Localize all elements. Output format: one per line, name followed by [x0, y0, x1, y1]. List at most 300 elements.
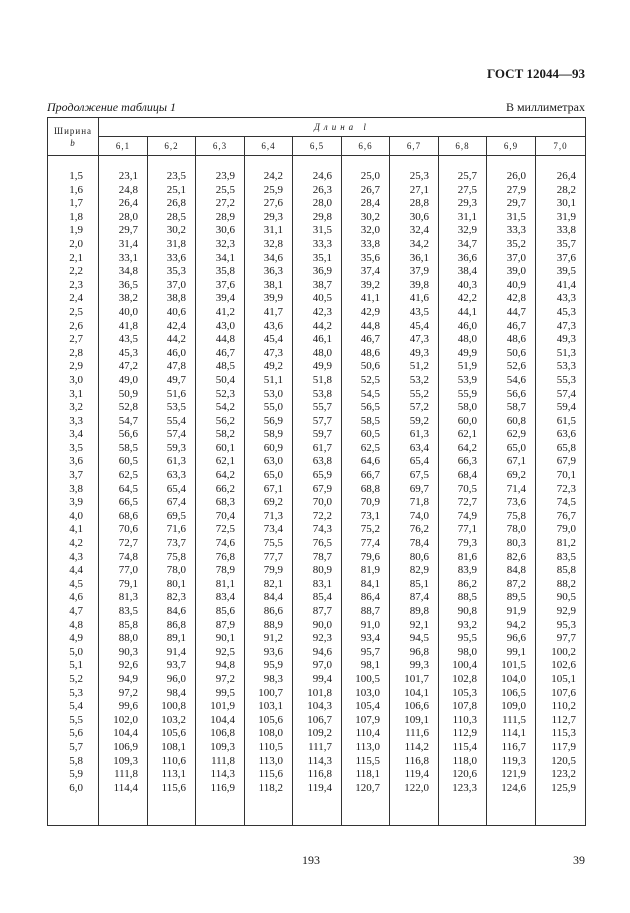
- table-cell: 65,0: [263, 469, 283, 482]
- table-cell: 58,2: [215, 428, 235, 441]
- table-cell: 55,0: [263, 401, 283, 414]
- table-cell: 34,8: [118, 265, 138, 278]
- table-cell: 56,2: [215, 414, 235, 427]
- table-cell: 42,4: [166, 319, 186, 332]
- table-cell: 48,5: [215, 360, 235, 373]
- table-cell: 104,3: [307, 700, 332, 713]
- table-cell: 123,3: [452, 781, 477, 794]
- table-cell: 67,9: [556, 455, 576, 468]
- table-cell: 74,3: [312, 523, 332, 536]
- table-cell: 115,4: [452, 740, 477, 753]
- table-cell: 33,3: [506, 224, 526, 237]
- length-column-header: 6,3: [196, 137, 245, 156]
- table-cell: 111,7: [308, 740, 332, 753]
- table-cell: 33,6: [166, 251, 186, 264]
- table-cell: 51,9: [457, 360, 477, 373]
- length-column-header: 7,0: [536, 137, 586, 156]
- table-cell: 114,3: [307, 754, 332, 767]
- table-cell: 48,6: [360, 346, 380, 359]
- width-value: 4,3: [69, 550, 83, 563]
- table-cell: 92,3: [312, 632, 332, 645]
- table-cell: 122,0: [404, 781, 429, 794]
- table-cell: 67,9: [312, 482, 332, 495]
- table-cell: 120,6: [452, 768, 477, 781]
- table-cell: 49,9: [457, 346, 477, 359]
- table-cell: 100,7: [258, 686, 283, 699]
- table-cell: 86,2: [457, 577, 477, 590]
- table-cell: 96,8: [409, 645, 429, 658]
- table-cell: 53,9: [457, 373, 477, 386]
- table-cell: 123,2: [551, 768, 576, 781]
- table-cell: 41,8: [118, 319, 138, 332]
- table-cell: 26,8: [166, 197, 186, 210]
- table-cell: 78,4: [409, 537, 429, 550]
- width-value: 5,5: [69, 713, 83, 726]
- table-cell: 36,3: [263, 265, 283, 278]
- table-cell: 84,6: [166, 605, 186, 617]
- table-cell: 52,5: [360, 373, 380, 386]
- table-cell: 99,4: [312, 672, 332, 685]
- table-cell: 47,3: [409, 333, 429, 346]
- table-cell: 71,8: [409, 496, 429, 509]
- table-cell: 63,3: [166, 469, 186, 482]
- width-value: 5,0: [69, 645, 83, 658]
- table-bottom-cell: [293, 795, 342, 826]
- table-cell: 88,7: [360, 605, 380, 617]
- value-column: [439, 156, 487, 796]
- table-cell: 35,6: [360, 251, 380, 264]
- table-cell: 79,6: [360, 550, 380, 563]
- table-bottom-cell: [196, 795, 245, 826]
- table-cell: 41,7: [263, 305, 283, 318]
- table-cell: 48,0: [457, 333, 477, 346]
- table-cell: 95,3: [556, 618, 576, 631]
- width-value: 1,6: [69, 183, 83, 196]
- table-cell: 61,3: [409, 428, 429, 441]
- table-cell: 36,5: [118, 278, 138, 291]
- table-cell: 80,6: [409, 550, 429, 563]
- table-cell: 49,9: [312, 360, 332, 373]
- table-cell: 63,0: [263, 455, 283, 468]
- table-cell: 74,6: [215, 537, 235, 550]
- table-bottom-cell: [245, 795, 293, 826]
- table-cell: 68,6: [118, 509, 138, 522]
- table-cell: 85,1: [409, 577, 429, 590]
- table-cell: 93,4: [360, 632, 380, 645]
- table-cell: 43,6: [263, 319, 283, 332]
- table-cell: 107,9: [355, 713, 380, 726]
- table-cell: 26,0: [506, 170, 526, 182]
- table-cell: 55,4: [166, 414, 186, 427]
- table-cell: 36,1: [409, 251, 429, 264]
- table-cell: 113,0: [258, 754, 283, 767]
- table-cell: 73,1: [360, 509, 380, 522]
- table-cell: 32,8: [263, 237, 283, 250]
- table-cell: 72,5: [215, 523, 235, 536]
- table-cell: 35,7: [556, 237, 576, 250]
- table-cell: 89,8: [409, 605, 429, 617]
- width-value: 2,6: [69, 319, 83, 332]
- table-cell: 100,4: [452, 659, 477, 672]
- table-cell: 24,2: [263, 170, 283, 182]
- table-cell: 85,6: [215, 605, 235, 617]
- table-cell: 25,1: [166, 183, 186, 196]
- table-cell: 57,4: [166, 428, 186, 441]
- table-cell: 44,2: [166, 333, 186, 346]
- table-cell: 56,6: [118, 428, 138, 441]
- table-cell: 47,8: [166, 360, 186, 373]
- width-value: 3,5: [69, 441, 83, 454]
- table-cell: 86,4: [360, 591, 380, 604]
- table-cell: 30,2: [166, 224, 186, 237]
- table-cell: 111,6: [405, 727, 429, 740]
- table-cell: 27,9: [506, 183, 526, 196]
- table-cell: 70,5: [457, 482, 477, 495]
- table-cell: 31,8: [166, 237, 186, 250]
- page-number-right: 39: [573, 853, 585, 867]
- table-cell: 121,9: [501, 768, 526, 781]
- table-cell: 54,5: [360, 387, 380, 400]
- table-cell: 40,5: [312, 292, 332, 305]
- width-value: 6,0: [69, 781, 83, 794]
- units-caption: В миллиметрах: [505, 100, 585, 114]
- table-cell: 53,2: [409, 373, 429, 386]
- table-cell: 44,2: [312, 319, 332, 332]
- table-cell: 37,0: [506, 251, 526, 264]
- table-cell: 125,9: [551, 781, 576, 794]
- table-cell: 78,7: [312, 550, 332, 563]
- table-cell: 100,5: [355, 672, 380, 685]
- table-cell: 62,1: [215, 455, 235, 468]
- table-bottom-cell: [390, 795, 439, 826]
- table-cell: 42,3: [312, 305, 332, 318]
- table-bottom-cell: [148, 795, 196, 826]
- table-cell: 82,3: [166, 591, 186, 604]
- table-cell: 38,4: [457, 265, 477, 278]
- table-cell: 82,6: [506, 550, 526, 563]
- table-bottom-cell: [48, 795, 99, 826]
- table-cell: 79,9: [263, 564, 283, 577]
- table-cell: 76,7: [556, 509, 576, 522]
- table-cell: 100,8: [161, 700, 186, 713]
- table-cell: 46,0: [166, 346, 186, 359]
- table-cell: 98,0: [457, 645, 477, 658]
- table-cell: 81,1: [215, 577, 235, 590]
- table-cell: 25,3: [409, 170, 429, 182]
- value-column: [148, 156, 196, 796]
- table-cell: 46,7: [506, 319, 526, 332]
- table-cell: 33,8: [360, 237, 380, 250]
- table-cell: 81,2: [556, 537, 576, 550]
- table-cell: 75,5: [263, 537, 283, 550]
- table-cell: 97,2: [215, 672, 235, 685]
- table-cell: 116,9: [210, 781, 235, 794]
- table-cell: 92,6: [118, 659, 138, 672]
- table-cell: 115,6: [258, 768, 283, 781]
- table-cell: 76,2: [409, 523, 429, 536]
- table-cell: 34,7: [457, 237, 477, 250]
- table-cell: 30,6: [409, 210, 429, 223]
- table-cell: 63,6: [556, 428, 576, 441]
- table-cell: 49,0: [118, 373, 138, 386]
- table-cell: 28,8: [409, 197, 429, 210]
- table-cell: 87,7: [312, 605, 332, 617]
- table-cell: 105,1: [551, 672, 576, 685]
- table-cell: 44,7: [506, 305, 526, 318]
- table-cell: 65,4: [409, 455, 429, 468]
- table-cell: 66,2: [215, 482, 235, 495]
- table-cell: 55,2: [409, 387, 429, 400]
- table-cell: 95,9: [263, 659, 283, 672]
- table-cell: 67,1: [506, 455, 526, 468]
- table-cell: 117,9: [551, 740, 576, 753]
- table-cell: 94,8: [215, 659, 235, 672]
- table-cell: 56,9: [263, 414, 283, 427]
- table-cell: 44,8: [360, 319, 380, 332]
- table-cell: 62,1: [457, 428, 477, 441]
- table-cell: 51,6: [166, 387, 186, 400]
- table-cell: 65,8: [556, 441, 576, 454]
- table-cell: 28,4: [360, 197, 380, 210]
- table-cell: 88,5: [457, 591, 477, 604]
- table-cell: 79,0: [556, 523, 576, 536]
- table-cell: 62,5: [360, 441, 380, 454]
- value-column: [293, 156, 342, 796]
- table-cell: 28,9: [215, 210, 235, 223]
- table-cell: 39,8: [409, 278, 429, 291]
- width-header-label: Ширина: [53, 125, 93, 136]
- table-cell: 34,6: [263, 251, 283, 264]
- table-cell: 70,4: [215, 509, 235, 522]
- table-cell: 100,2: [551, 645, 576, 658]
- table-cell: 81,3: [118, 591, 138, 604]
- table-cell: 92,1: [409, 618, 429, 631]
- table-cell: 85,4: [312, 591, 332, 604]
- table-cell: 111,5: [502, 713, 526, 726]
- table-cell: 84,8: [506, 564, 526, 577]
- table-cell: 72,3: [556, 482, 576, 495]
- width-value: 5,1: [69, 659, 83, 672]
- table-cell: 49,7: [166, 373, 186, 386]
- table-cell: 37,6: [215, 278, 235, 291]
- table-cell: 32,4: [409, 224, 429, 237]
- width-value: 4,2: [69, 537, 83, 550]
- length-header: Длина l: [99, 118, 586, 137]
- table-cell: 61,7: [312, 441, 332, 454]
- table-cell: 85,8: [556, 564, 576, 577]
- width-value: 2,1: [69, 251, 83, 264]
- table-cell: 109,3: [210, 740, 235, 753]
- width-value: 3,3: [69, 414, 83, 427]
- table-cell: 113,0: [355, 740, 380, 753]
- table-continuation-caption: Продолжение таблицы 1: [47, 100, 177, 114]
- table-cell: 97,7: [556, 632, 576, 645]
- table-cell: 60,9: [263, 441, 283, 454]
- table-cell: 71,6: [166, 523, 186, 536]
- width-value: 5,9: [69, 768, 83, 781]
- table-cell: 31,5: [506, 210, 526, 223]
- width-value: 3,7: [69, 469, 83, 482]
- table-cell: 101,7: [404, 672, 429, 685]
- table-cell: 72,7: [457, 496, 477, 509]
- table-cell: 73,4: [263, 523, 283, 536]
- table-cell: 109,2: [307, 727, 332, 740]
- table-cell: 33,1: [118, 251, 138, 264]
- table-cell: 31,5: [312, 224, 332, 237]
- table-cell: 75,8: [506, 509, 526, 522]
- table-cell: 49,3: [556, 333, 576, 346]
- table-cell: 94,5: [409, 632, 429, 645]
- table-cell: 43,0: [215, 319, 235, 332]
- table-cell: 67,5: [409, 469, 429, 482]
- width-value: 2,0: [69, 237, 83, 250]
- table-cell: 107,6: [551, 686, 576, 699]
- table-cell: 119,3: [501, 754, 526, 767]
- table-cell: 69,2: [263, 496, 283, 509]
- table-cell: 88,9: [263, 618, 283, 631]
- dimensions-table: [47, 117, 586, 826]
- table-cell: 54,7: [118, 414, 138, 427]
- table-cell: 114,3: [210, 768, 235, 781]
- table-cell: 114,1: [501, 727, 526, 740]
- table-cell: 39,4: [215, 292, 235, 305]
- table-bottom-cell: [487, 795, 536, 826]
- table-cell: 78,0: [166, 564, 186, 577]
- length-subheader-row: [48, 137, 586, 156]
- table-cell: 102,6: [551, 659, 576, 672]
- width-value: 4,4: [69, 564, 83, 577]
- width-value: 4,9: [69, 632, 83, 645]
- table-cell: 110,3: [452, 713, 477, 726]
- table-cell: 116,8: [404, 754, 429, 767]
- table-cell: 24,6: [312, 170, 332, 182]
- table-cell: 58,7: [506, 401, 526, 414]
- table-cell: 101,5: [501, 659, 526, 672]
- table-cell: 55,3: [556, 373, 576, 386]
- table-cell: 95,7: [360, 645, 380, 658]
- table-cell: 102,0: [113, 713, 138, 726]
- table-cell: 63,8: [312, 455, 332, 468]
- table-cell: 44,1: [457, 305, 477, 318]
- table-cell: 31,4: [118, 237, 138, 250]
- table-cell: 27,6: [263, 197, 283, 210]
- table-cell: 35,1: [312, 251, 332, 264]
- table-cell: 84,1: [360, 577, 380, 590]
- table-cell: 35,3: [166, 265, 186, 278]
- table-cell: 71,3: [263, 509, 283, 522]
- table-cell: 115,6: [161, 781, 186, 794]
- table-cell: 75,2: [360, 523, 380, 536]
- table-cell: 28,2: [556, 183, 576, 196]
- table-cell: 56,5: [360, 401, 380, 414]
- value-column: [245, 156, 293, 796]
- table-cell: 77,1: [457, 523, 477, 536]
- table-cell: 59,2: [409, 414, 429, 427]
- table-cell: 94,6: [312, 645, 332, 658]
- table-cell: 81,9: [360, 564, 380, 577]
- table-cell: 106,5: [501, 686, 526, 699]
- table-cell: 25,5: [215, 183, 235, 196]
- table-cell: 51,2: [409, 360, 429, 373]
- table-cell: 28,5: [166, 210, 186, 223]
- table-cell: 68,8: [360, 482, 380, 495]
- table-cell: 87,4: [409, 591, 429, 604]
- width-value: 3,0: [69, 373, 83, 386]
- table-cell: 75,8: [166, 550, 186, 563]
- table-cell: 58,5: [118, 441, 138, 454]
- width-value: 3,6: [69, 455, 83, 468]
- table-cell: 27,2: [215, 197, 235, 210]
- table-cell: 89,5: [506, 591, 526, 604]
- table-cell: 74,8: [118, 550, 138, 563]
- table-cell: 82,1: [263, 577, 283, 590]
- table-cell: 32,3: [215, 237, 235, 250]
- table-bottom-cell: [99, 795, 148, 826]
- table-cell: 91,2: [263, 632, 283, 645]
- table-cell: 119,4: [307, 781, 332, 794]
- table-cell: 91,9: [506, 605, 526, 617]
- table-cell: 106,7: [307, 713, 332, 726]
- table-cell: 106,8: [210, 727, 235, 740]
- table-cell: 91,4: [166, 645, 186, 658]
- table-cell: 44,8: [215, 333, 235, 346]
- table-cell: 116,7: [501, 740, 526, 753]
- table-cell: 26,4: [556, 170, 576, 182]
- table-cell: 48,6: [506, 333, 526, 346]
- table-cell: 69,2: [506, 469, 526, 482]
- table-cell: 31,9: [556, 210, 576, 223]
- table-cell: 55,7: [312, 401, 332, 414]
- width-value: 4,0: [69, 509, 83, 522]
- table-cell: 93,6: [263, 645, 283, 658]
- table-cell: 71,4: [506, 482, 526, 495]
- table-cell: 43,5: [409, 305, 429, 318]
- table-cell: 42,2: [457, 292, 477, 305]
- width-header: [48, 118, 99, 156]
- table-cell: 53,3: [556, 360, 576, 373]
- table-cell: 50,6: [360, 360, 380, 373]
- table-cell: 114,2: [404, 740, 429, 753]
- table-cell: 52,6: [506, 360, 526, 373]
- width-value: 4,5: [69, 577, 83, 590]
- table-cell: 65,4: [166, 482, 186, 495]
- table-cell: 98,3: [263, 672, 283, 685]
- table-cell: 73,6: [506, 496, 526, 509]
- table-cell: 41,4: [556, 278, 576, 291]
- table-cell: 104,4: [210, 713, 235, 726]
- table-cell: 42,9: [360, 305, 380, 318]
- table-cell: 33,3: [312, 237, 332, 250]
- table-cell: 83,5: [118, 605, 138, 617]
- length-column-header: 6,8: [439, 137, 487, 156]
- value-column: [342, 156, 390, 796]
- table-cell: 51,3: [556, 346, 576, 359]
- table-cell: 41,1: [360, 292, 380, 305]
- table-cell: 66,7: [360, 469, 380, 482]
- table-cell: 54,2: [215, 401, 235, 414]
- table-cell: 99,3: [409, 659, 429, 672]
- table-cell: 30,1: [556, 197, 576, 210]
- length-column-header: 6,1: [99, 137, 148, 156]
- width-value: 2,5: [69, 305, 83, 318]
- table-cell: 67,4: [166, 496, 186, 509]
- table-cell: 99,1: [506, 645, 526, 658]
- table-cell: 118,1: [355, 768, 380, 781]
- table-cell: 101,9: [210, 700, 235, 713]
- length-column-header: 6,7: [390, 137, 439, 156]
- table-cell: 29,3: [263, 210, 283, 223]
- table-cell: 47,3: [263, 346, 283, 359]
